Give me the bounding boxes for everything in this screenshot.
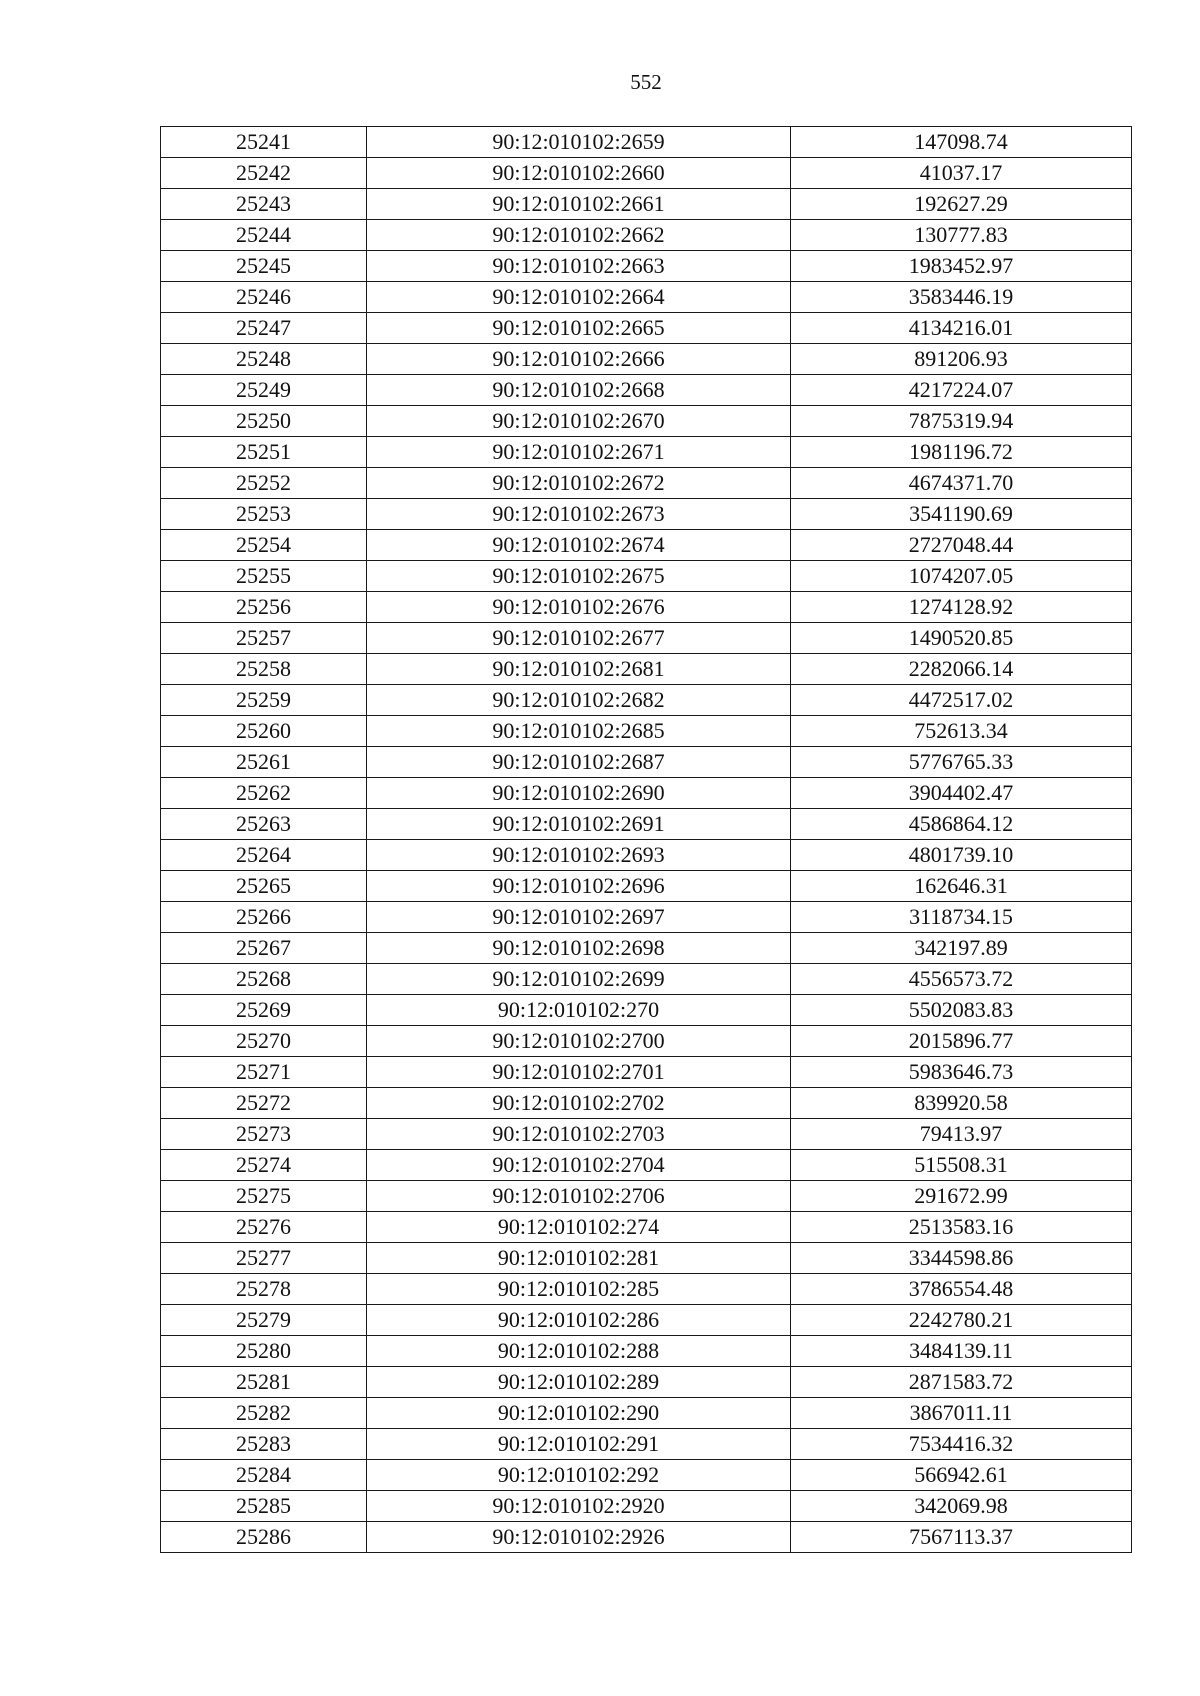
row-number-cell: 25275 xyxy=(161,1181,367,1212)
table-body xyxy=(161,127,1132,1553)
row-number-cell: 25269 xyxy=(161,995,367,1026)
value-cell: 192627.29 xyxy=(791,189,1132,220)
value-cell: 4556573.72 xyxy=(791,964,1132,995)
cadastral-number-cell: 90:12:010102:2663 xyxy=(367,251,791,282)
row-number-cell: 25283 xyxy=(161,1429,367,1460)
row-number-cell: 25265 xyxy=(161,871,367,902)
table-row xyxy=(161,1522,1132,1553)
value-cell: 2282066.14 xyxy=(791,654,1132,685)
value-cell: 2513583.16 xyxy=(791,1212,1132,1243)
cadastral-number-cell: 90:12:010102:2668 xyxy=(367,375,791,406)
table-row xyxy=(161,220,1132,251)
table-row xyxy=(161,1305,1132,1336)
value-cell: 891206.93 xyxy=(791,344,1132,375)
value-cell: 4134216.01 xyxy=(791,313,1132,344)
row-number-cell: 25249 xyxy=(161,375,367,406)
table-row xyxy=(161,1243,1132,1274)
value-cell: 2871583.72 xyxy=(791,1367,1132,1398)
table-row xyxy=(161,375,1132,406)
cadastral-number-cell: 90:12:010102:289 xyxy=(367,1367,791,1398)
table-row xyxy=(161,871,1132,902)
value-cell: 162646.31 xyxy=(791,871,1132,902)
cadastral-number-cell: 90:12:010102:274 xyxy=(367,1212,791,1243)
row-number-cell: 25267 xyxy=(161,933,367,964)
row-number-cell: 25257 xyxy=(161,623,367,654)
table-row xyxy=(161,561,1132,592)
table-row xyxy=(161,437,1132,468)
table-row xyxy=(161,251,1132,282)
table-row xyxy=(161,1336,1132,1367)
cadastral-number-cell: 90:12:010102:281 xyxy=(367,1243,791,1274)
row-number-cell: 25256 xyxy=(161,592,367,623)
table-row xyxy=(161,964,1132,995)
table-row xyxy=(161,1429,1132,1460)
row-number-cell: 25284 xyxy=(161,1460,367,1491)
cadastral-number-cell: 90:12:010102:291 xyxy=(367,1429,791,1460)
value-cell: 3484139.11 xyxy=(791,1336,1132,1367)
table-row xyxy=(161,530,1132,561)
row-number-cell: 25278 xyxy=(161,1274,367,1305)
value-cell: 566942.61 xyxy=(791,1460,1132,1491)
value-cell: 1981196.72 xyxy=(791,437,1132,468)
table-row xyxy=(161,1491,1132,1522)
cadastral-number-cell: 90:12:010102:2666 xyxy=(367,344,791,375)
row-number-cell: 25253 xyxy=(161,499,367,530)
cadastral-number-cell: 90:12:010102:2687 xyxy=(367,747,791,778)
row-number-cell: 25250 xyxy=(161,406,367,437)
value-cell: 79413.97 xyxy=(791,1119,1132,1150)
cadastral-number-cell: 90:12:010102:2660 xyxy=(367,158,791,189)
value-cell: 4674371.70 xyxy=(791,468,1132,499)
table-row xyxy=(161,468,1132,499)
row-number-cell: 25268 xyxy=(161,964,367,995)
cadastral-number-cell: 90:12:010102:2670 xyxy=(367,406,791,437)
table-row xyxy=(161,902,1132,933)
table-row xyxy=(161,1026,1132,1057)
table-row xyxy=(161,127,1132,158)
table-row xyxy=(161,1088,1132,1119)
table-row xyxy=(161,654,1132,685)
cadastral-number-cell: 90:12:010102:2701 xyxy=(367,1057,791,1088)
cadastral-number-cell: 90:12:010102:292 xyxy=(367,1460,791,1491)
value-cell: 1274128.92 xyxy=(791,592,1132,623)
cadastral-number-cell: 90:12:010102:2693 xyxy=(367,840,791,871)
cadastral-number-cell: 90:12:010102:290 xyxy=(367,1398,791,1429)
row-number-cell: 25277 xyxy=(161,1243,367,1274)
table-row xyxy=(161,1212,1132,1243)
cadastral-number-cell: 90:12:010102:2662 xyxy=(367,220,791,251)
row-number-cell: 25270 xyxy=(161,1026,367,1057)
row-number-cell: 25281 xyxy=(161,1367,367,1398)
value-cell: 4217224.07 xyxy=(791,375,1132,406)
table-row xyxy=(161,282,1132,313)
value-cell: 4586864.12 xyxy=(791,809,1132,840)
row-number-cell: 25259 xyxy=(161,685,367,716)
value-cell: 3583446.19 xyxy=(791,282,1132,313)
cadastral-number-cell: 90:12:010102:2699 xyxy=(367,964,791,995)
cadastral-number-cell: 90:12:010102:2690 xyxy=(367,778,791,809)
cadastral-number-cell: 90:12:010102:2704 xyxy=(367,1150,791,1181)
value-cell: 3904402.47 xyxy=(791,778,1132,809)
table-row xyxy=(161,933,1132,964)
table-row xyxy=(161,623,1132,654)
cadastral-number-cell: 90:12:010102:2926 xyxy=(367,1522,791,1553)
table-row xyxy=(161,592,1132,623)
row-number-cell: 25242 xyxy=(161,158,367,189)
row-number-cell: 25247 xyxy=(161,313,367,344)
row-number-cell: 25246 xyxy=(161,282,367,313)
row-number-cell: 25248 xyxy=(161,344,367,375)
cadastral-number-cell: 90:12:010102:2685 xyxy=(367,716,791,747)
value-cell: 3118734.15 xyxy=(791,902,1132,933)
value-cell: 4801739.10 xyxy=(791,840,1132,871)
value-cell: 3344598.86 xyxy=(791,1243,1132,1274)
cadastral-number-cell: 90:12:010102:2681 xyxy=(367,654,791,685)
table-row xyxy=(161,685,1132,716)
cadastral-number-cell: 90:12:010102:2691 xyxy=(367,809,791,840)
value-cell: 7567113.37 xyxy=(791,1522,1132,1553)
row-number-cell: 25286 xyxy=(161,1522,367,1553)
table-row xyxy=(161,995,1132,1026)
cadastral-number-cell: 90:12:010102:2682 xyxy=(367,685,791,716)
cadastral-number-cell: 90:12:010102:2702 xyxy=(367,1088,791,1119)
row-number-cell: 25274 xyxy=(161,1150,367,1181)
table-row xyxy=(161,1181,1132,1212)
cadastral-number-cell: 90:12:010102:270 xyxy=(367,995,791,1026)
table-row xyxy=(161,1057,1132,1088)
value-cell: 3867011.11 xyxy=(791,1398,1132,1429)
cadastral-number-cell: 90:12:010102:2697 xyxy=(367,902,791,933)
row-number-cell: 25262 xyxy=(161,778,367,809)
value-cell: 1983452.97 xyxy=(791,251,1132,282)
cadastral-number-cell: 90:12:010102:2665 xyxy=(367,313,791,344)
row-number-cell: 25252 xyxy=(161,468,367,499)
value-cell: 2242780.21 xyxy=(791,1305,1132,1336)
row-number-cell: 25282 xyxy=(161,1398,367,1429)
cadastral-number-cell: 90:12:010102:2674 xyxy=(367,530,791,561)
row-number-cell: 25261 xyxy=(161,747,367,778)
table-row xyxy=(161,747,1132,778)
table-row xyxy=(161,1398,1132,1429)
row-number-cell: 25272 xyxy=(161,1088,367,1119)
cadastral-number-cell: 90:12:010102:2920 xyxy=(367,1491,791,1522)
value-cell: 3541190.69 xyxy=(791,499,1132,530)
cadastral-number-cell: 90:12:010102:2698 xyxy=(367,933,791,964)
value-cell: 7534416.32 xyxy=(791,1429,1132,1460)
cadastral-number-cell: 90:12:010102:2706 xyxy=(367,1181,791,1212)
row-number-cell: 25266 xyxy=(161,902,367,933)
table-row xyxy=(161,313,1132,344)
table-row xyxy=(161,840,1132,871)
value-cell: 2015896.77 xyxy=(791,1026,1132,1057)
row-number-cell: 25245 xyxy=(161,251,367,282)
value-cell: 41037.17 xyxy=(791,158,1132,189)
cadastral-number-cell: 90:12:010102:2703 xyxy=(367,1119,791,1150)
table-row xyxy=(161,1274,1132,1305)
value-cell: 291672.99 xyxy=(791,1181,1132,1212)
table-row xyxy=(161,499,1132,530)
row-number-cell: 25258 xyxy=(161,654,367,685)
value-cell: 752613.34 xyxy=(791,716,1132,747)
value-cell: 839920.58 xyxy=(791,1088,1132,1119)
cadastral-number-cell: 90:12:010102:2671 xyxy=(367,437,791,468)
value-cell: 130777.83 xyxy=(791,220,1132,251)
value-cell: 1490520.85 xyxy=(791,623,1132,654)
cadastral-number-cell: 90:12:010102:2664 xyxy=(367,282,791,313)
cadastral-number-cell: 90:12:010102:285 xyxy=(367,1274,791,1305)
table-row xyxy=(161,809,1132,840)
value-cell: 3786554.48 xyxy=(791,1274,1132,1305)
cadastral-number-cell: 90:12:010102:2677 xyxy=(367,623,791,654)
table-row xyxy=(161,716,1132,747)
value-cell: 5776765.33 xyxy=(791,747,1132,778)
table-row xyxy=(161,1150,1132,1181)
row-number-cell: 25254 xyxy=(161,530,367,561)
row-number-cell: 25260 xyxy=(161,716,367,747)
value-cell: 515508.31 xyxy=(791,1150,1132,1181)
table-row xyxy=(161,158,1132,189)
table-row xyxy=(161,406,1132,437)
value-cell: 147098.74 xyxy=(791,127,1132,158)
cadastral-number-cell: 90:12:010102:2696 xyxy=(367,871,791,902)
row-number-cell: 25251 xyxy=(161,437,367,468)
cadastral-number-cell: 90:12:010102:2659 xyxy=(367,127,791,158)
row-number-cell: 25279 xyxy=(161,1305,367,1336)
cadastral-number-cell: 90:12:010102:2700 xyxy=(367,1026,791,1057)
value-cell: 1074207.05 xyxy=(791,561,1132,592)
row-number-cell: 25244 xyxy=(161,220,367,251)
cadastral-value-table xyxy=(160,126,1132,1553)
row-number-cell: 25271 xyxy=(161,1057,367,1088)
cadastral-number-cell: 90:12:010102:2661 xyxy=(367,189,791,220)
row-number-cell: 25255 xyxy=(161,561,367,592)
cadastral-number-cell: 90:12:010102:2675 xyxy=(367,561,791,592)
value-cell: 5502083.83 xyxy=(791,995,1132,1026)
page-number: 552 xyxy=(630,70,662,94)
value-cell: 2727048.44 xyxy=(791,530,1132,561)
value-cell: 4472517.02 xyxy=(791,685,1132,716)
value-cell: 5983646.73 xyxy=(791,1057,1132,1088)
row-number-cell: 25264 xyxy=(161,840,367,871)
table-row xyxy=(161,189,1132,220)
row-number-cell: 25285 xyxy=(161,1491,367,1522)
table-row xyxy=(161,344,1132,375)
table-row xyxy=(161,1119,1132,1150)
cadastral-number-cell: 90:12:010102:288 xyxy=(367,1336,791,1367)
table-row xyxy=(161,778,1132,809)
row-number-cell: 25241 xyxy=(161,127,367,158)
table-row xyxy=(161,1367,1132,1398)
row-number-cell: 25263 xyxy=(161,809,367,840)
row-number-cell: 25280 xyxy=(161,1336,367,1367)
value-cell: 342069.98 xyxy=(791,1491,1132,1522)
cadastral-number-cell: 90:12:010102:2673 xyxy=(367,499,791,530)
value-cell: 7875319.94 xyxy=(791,406,1132,437)
cadastral-number-cell: 90:12:010102:286 xyxy=(367,1305,791,1336)
cadastral-number-cell: 90:12:010102:2672 xyxy=(367,468,791,499)
cadastral-number-cell: 90:12:010102:2676 xyxy=(367,592,791,623)
row-number-cell: 25243 xyxy=(161,189,367,220)
row-number-cell: 25273 xyxy=(161,1119,367,1150)
row-number-cell: 25276 xyxy=(161,1212,367,1243)
table-row xyxy=(161,1460,1132,1491)
value-cell: 342197.89 xyxy=(791,933,1132,964)
